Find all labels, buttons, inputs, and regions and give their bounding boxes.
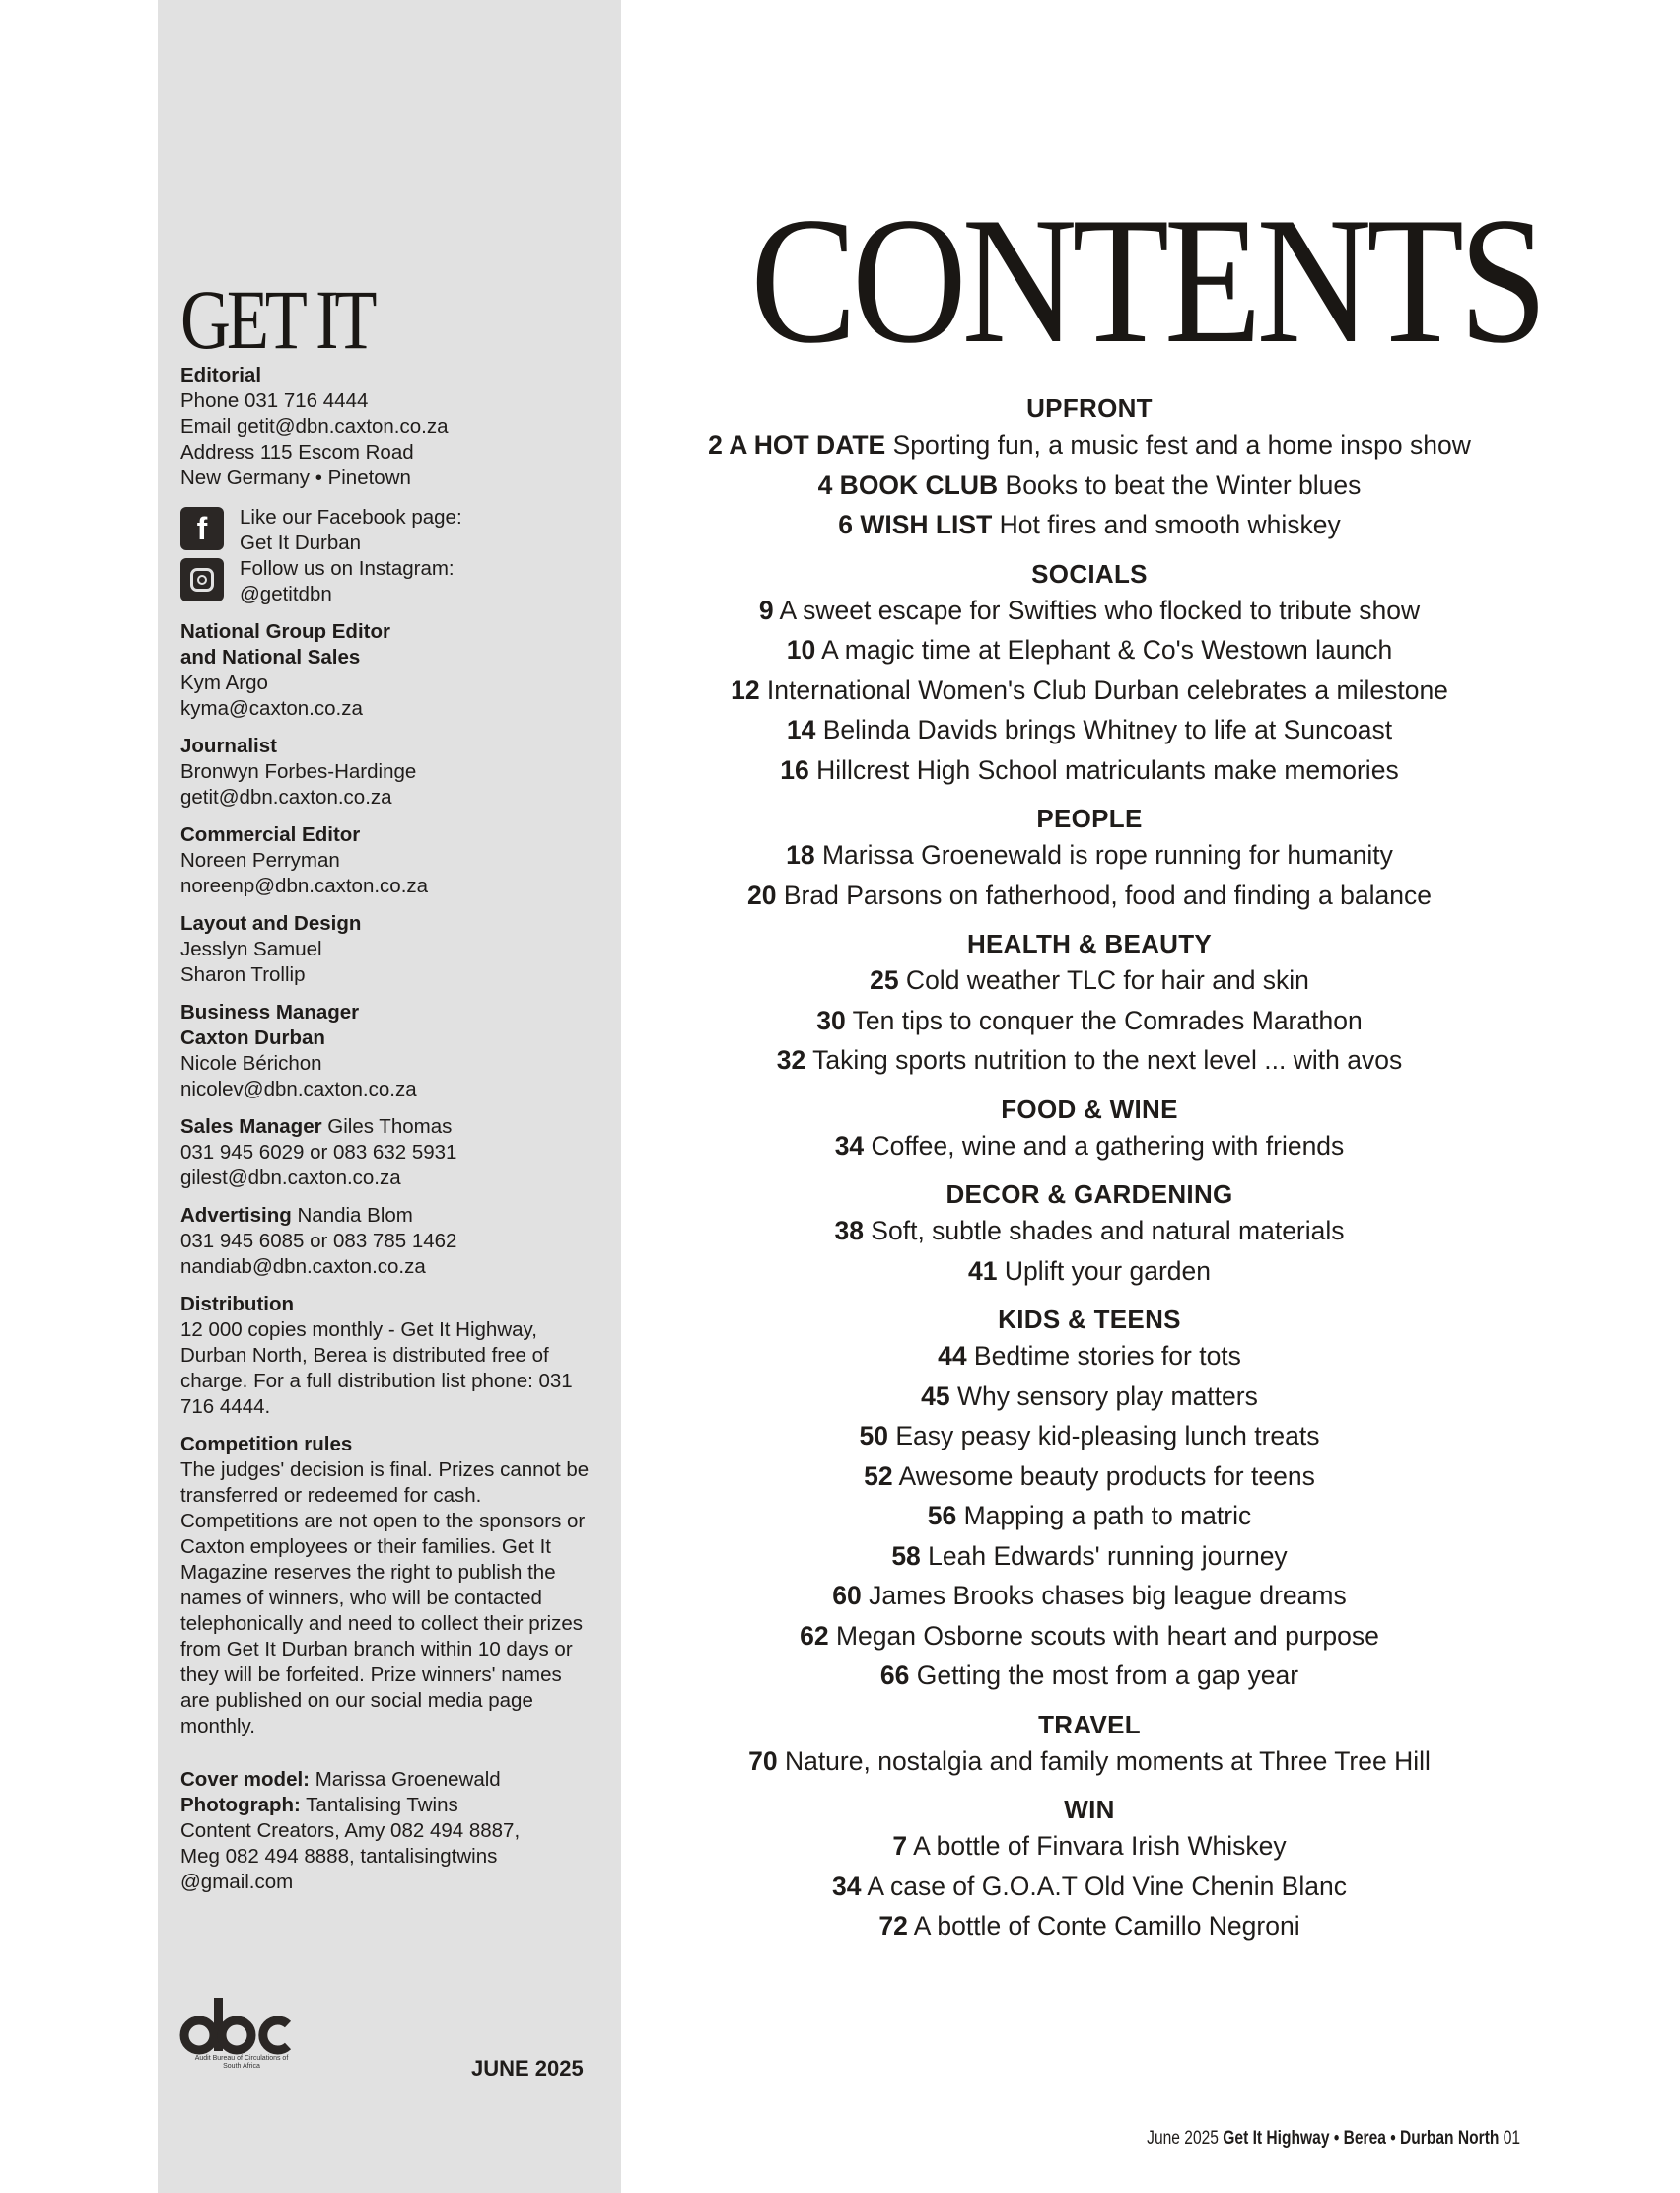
business-block [180, 1000, 595, 1102]
section-heading: PEOPLE [1036, 804, 1143, 833]
toc-entry-title: Soft, subtle shades and natural materials [863, 1216, 1345, 1245]
toc-entry-title: Nature, nostalgia and family moments at Three Tree Hill [777, 1745, 1431, 1776]
section-heading: SOCIALS [1031, 558, 1148, 589]
national-group-label: National Group Editor [180, 620, 390, 643]
toc-entry-title: A bottle of Conte Camillo Negroni [907, 1911, 1300, 1941]
layout-designer: Sharon Trollip [180, 963, 306, 986]
toc-page-number: 60 [832, 1581, 862, 1610]
sales-block [180, 1114, 595, 1191]
toc-section [643, 927, 1536, 1081]
credits-block [180, 1767, 595, 1895]
toc-entry-title: Brad Parsons on fatherhood, food and finding a balance [776, 880, 1432, 910]
toc-entry[interactable] [643, 1616, 1536, 1657]
section-heading: HEALTH & BEAUTY [966, 929, 1213, 958]
facebook-text: Like our Facebook page: [240, 506, 462, 529]
competition-text: The judges' decision is final. Prizes cannot be transferred or redeemed for cash. Competitions are not open to the sponsors or Caxton employees or their families. Get It Magazine reserves the right to publish the names of winners, who will be contacted telephonically and need to collect their prizes from Get It Durban branch within 10 days or they will be forfeited. Prize winners' names are published on our social media page monthly. [180, 1458, 590, 1737]
section-heading: DECOR & GARDENING [945, 1179, 1233, 1209]
commercial-name: Noreen Perryman [180, 849, 340, 872]
toc-entry-title: Bedtime stories for tots [966, 1341, 1241, 1371]
toc-entry[interactable] [643, 1126, 1536, 1167]
national-sales-label: and National Sales [180, 646, 361, 669]
commercial-email[interactable]: noreenp@dbn.caxton.co.za [180, 875, 429, 897]
editorial-area: New Germany • Pinetown [180, 466, 411, 489]
toc-entry-title: Leah Edwards' running journey [920, 1540, 1288, 1571]
journalist-name: Bronwyn Forbes-Hardinge [180, 760, 417, 783]
toc-page-number: 14 [786, 715, 816, 744]
toc-page-number: 25 [870, 965, 899, 995]
section-heading: TRAVEL [1038, 1709, 1141, 1739]
journalist-label: Journalist [180, 735, 277, 757]
toc-entry-title: A sweet escape for Swifties who flocked to tribute show [773, 595, 1421, 625]
abc-logo-icon [177, 1992, 296, 2100]
toc-page-number: 34 [832, 1871, 862, 1901]
toc-page-number: 70 [748, 1745, 778, 1776]
commercial-label: Commercial Editor [180, 823, 361, 846]
toc-page-number: 34 [834, 1130, 865, 1161]
toc-page-number: 56 [927, 1501, 957, 1530]
toc-entry-title: Mapping a path to matric [956, 1501, 1252, 1530]
editorial-block [180, 363, 595, 491]
credits-line: Meg 082 494 8888, tantalisingtwins [180, 1845, 498, 1868]
distribution-text: 12 000 copies monthly - Get It Highway, Durban North, Berea is distributed free of charge. For a full distribution list phone: 031 716 4444. [180, 1318, 573, 1418]
toc-section [643, 1093, 1536, 1167]
instagram-icon [180, 558, 224, 601]
toc-page-number: 16 [780, 754, 809, 785]
toc-entry-title: Sporting fun, a music fest and a home inspo show [885, 430, 1471, 460]
toc-entry-title: Coffee, wine and a gathering with friends [864, 1130, 1345, 1161]
masthead [180, 272, 595, 1895]
toc-entry-title: Belinda Davids brings Whitney to life at Suncoast [815, 715, 1393, 744]
social-links [180, 505, 595, 607]
toc-page-number: 32 [776, 1045, 806, 1075]
business-company: Caxton Durban [180, 1026, 325, 1049]
advertising-name: Nandia Blom [297, 1204, 413, 1227]
toc-entry-title: Cold weather TLC for hair and skin [898, 965, 1309, 995]
toc-entry-title: James Brooks chases big league dreams [861, 1581, 1347, 1610]
toc-page-number: 12 [731, 674, 760, 705]
toc-entry-title: A bottle of Finvara Irish Whiskey [907, 1831, 1287, 1861]
facebook-page: Get It Durban [240, 531, 362, 554]
toc-entry[interactable] [643, 835, 1536, 876]
toc-entry-title: International Women's Club Durban celebrates a milestone [759, 674, 1448, 705]
section-heading: FOOD & WINE [1001, 1094, 1178, 1124]
toc-entry[interactable] [643, 1456, 1536, 1497]
toc-entry[interactable] [643, 1336, 1536, 1377]
cover-label: Cover model: [180, 1768, 310, 1791]
editorial-address: Address 115 Escom Road [180, 441, 414, 463]
toc-entry[interactable] [643, 1377, 1536, 1417]
toc-entry[interactable] [643, 505, 1536, 545]
toc-entry-title: Hillcrest High School matriculants make memories [808, 754, 1399, 785]
toc-entry-title: Uplift your garden [997, 1255, 1211, 1286]
toc-page-number: 52 [864, 1460, 893, 1491]
toc-entry[interactable] [643, 1576, 1536, 1616]
toc-entry[interactable] [643, 1040, 1536, 1081]
toc-entry[interactable] [643, 1211, 1536, 1251]
toc-page-number: 18 [786, 840, 815, 870]
toc-entry-title: Why sensory play matters [949, 1380, 1258, 1411]
toc-entry[interactable] [643, 591, 1536, 631]
editorial-label: Editorial [180, 364, 262, 387]
instagram-link[interactable] [180, 556, 595, 607]
toc-entry[interactable] [643, 1251, 1536, 1292]
toc-page-number: 6 WISH LIST [838, 510, 993, 539]
sales-name: Giles Thomas [327, 1115, 453, 1138]
toc-page-number: 30 [816, 1005, 846, 1035]
toc-section [643, 1708, 1536, 1782]
footer-page-number: 01 [1499, 2128, 1520, 2149]
toc-entry-title: Taking sports nutrition to the next level ... with avos [805, 1045, 1403, 1075]
toc-entry[interactable] [643, 1416, 1536, 1456]
toc-entry-title: Getting the most from a gap year [909, 1661, 1299, 1690]
sales-email[interactable]: gilest@dbn.caxton.co.za [180, 1167, 401, 1189]
toc-entry[interactable] [643, 465, 1536, 506]
toc-entry[interactable] [643, 1826, 1536, 1867]
toc-entry-title: Hot fires and smooth whiskey [992, 510, 1341, 539]
national-group-email[interactable]: kyma@caxton.co.za [180, 697, 363, 720]
toc-entry[interactable] [643, 1741, 1536, 1782]
page-footer [1147, 2128, 1520, 2150]
toc-entry[interactable] [643, 1867, 1536, 1907]
national-group-block [180, 619, 595, 722]
advertising-email[interactable]: nandiab@dbn.caxton.co.za [180, 1255, 426, 1278]
photographer: Tantalising Twins [306, 1794, 458, 1816]
toc-page-number: 62 [800, 1620, 829, 1651]
credits-line: Content Creators, Amy 082 494 8887, [180, 1819, 521, 1842]
page-title: CONTENTS [750, 179, 1543, 381]
toc-page-number: 9 [758, 595, 774, 625]
toc-entry-title: Easy peasy kid-pleasing lunch treats [888, 1421, 1320, 1450]
toc-entry[interactable] [643, 876, 1536, 916]
toc-entry[interactable] [643, 960, 1536, 1001]
business-name: Nicole Bérichon [180, 1052, 322, 1075]
distribution-block [180, 1292, 595, 1420]
toc-section [643, 802, 1536, 915]
toc-section [643, 1303, 1536, 1696]
toc-entry[interactable] [643, 1496, 1536, 1536]
toc-page-number: 38 [834, 1216, 864, 1245]
toc-entry[interactable] [643, 630, 1536, 671]
toc-entry-title: A magic time at Elephant & Co's Westown launch [815, 635, 1393, 665]
credits-line: @gmail.com [180, 1871, 294, 1893]
toc-page-number: 66 [879, 1661, 910, 1690]
business-label: Business Manager [180, 1001, 360, 1024]
facebook-link[interactable] [180, 505, 595, 556]
toc-section [643, 1177, 1536, 1291]
toc-page-number: 58 [891, 1540, 921, 1571]
facebook-icon: f [180, 507, 224, 550]
toc-page-number: 72 [878, 1911, 908, 1941]
editorial-phone: Phone 031 716 4444 [180, 389, 369, 412]
abc-logo-caption: Audit Bureau of Circulations of South Africa [194, 2055, 289, 2070]
instagram-text: Follow us on Instagram: [240, 557, 455, 580]
advertising-label: Advertising [180, 1204, 292, 1227]
toc-page-number: 41 [967, 1255, 998, 1286]
commercial-block [180, 822, 595, 899]
distribution-label: Distribution [180, 1293, 295, 1315]
toc-entry-title: Awesome beauty products for teens [892, 1460, 1315, 1491]
layout-block [180, 911, 595, 988]
table-of-contents [643, 391, 1536, 1946]
toc-section [643, 1793, 1536, 1946]
toc-entry[interactable] [643, 671, 1536, 711]
section-heading: WIN [1064, 1795, 1115, 1824]
cover-model: Marissa Groenewald [315, 1768, 501, 1791]
competition-label: Competition rules [180, 1433, 353, 1455]
editorial-email[interactable]: Email getit@dbn.caxton.co.za [180, 415, 449, 438]
toc-entry[interactable] [643, 1906, 1536, 1946]
toc-entry-title: Books to beat the Winter blues [998, 469, 1362, 500]
footer-publication: Get It Highway • Berea • Durban North [1223, 2128, 1500, 2149]
layout-label: Layout and Design [180, 912, 362, 935]
instagram-handle: @getitdbn [240, 583, 332, 605]
toc-page-number: 45 [921, 1380, 950, 1411]
toc-entry-title: Marissa Groenewald is rope running for humanity [814, 840, 1393, 870]
footer-date: June 2025 [1147, 2128, 1224, 2149]
toc-entry-title: Megan Osborne scouts with heart and purpose [828, 1620, 1379, 1651]
issue-date: JUNE 2025 [471, 2056, 584, 2081]
toc-section [643, 391, 1536, 545]
toc-entry[interactable] [643, 1001, 1536, 1041]
toc-entry[interactable] [643, 1656, 1536, 1696]
journalist-block [180, 734, 595, 811]
sales-label: Sales Manager [180, 1115, 322, 1138]
photo-label: Photograph: [180, 1794, 301, 1816]
toc-entry[interactable] [643, 425, 1536, 465]
journalist-email[interactable]: getit@dbn.caxton.co.za [180, 786, 392, 809]
national-group-name: Kym Argo [180, 672, 268, 694]
toc-page-number: 44 [938, 1341, 967, 1371]
toc-entry-title: A case of G.O.A.T Old Vine Chenin Blanc [861, 1871, 1347, 1901]
advertising-phone: 031 945 6085 or 083 785 1462 [180, 1230, 457, 1252]
toc-entry[interactable] [643, 1536, 1536, 1577]
toc-entry[interactable] [643, 710, 1536, 750]
toc-page-number: 50 [859, 1421, 888, 1450]
section-heading: KIDS & TEENS [998, 1305, 1181, 1334]
sales-phone: 031 945 6029 or 083 632 5931 [180, 1141, 457, 1164]
toc-page-number: 7 [892, 1831, 908, 1861]
toc-page-number: 2 A HOT DATE [708, 430, 886, 460]
toc-page-number: 4 BOOK CLUB [817, 469, 999, 500]
toc-page-number: 10 [786, 635, 816, 665]
business-email[interactable]: nicolev@dbn.caxton.co.za [180, 1078, 417, 1100]
brand-logo: GET IT [180, 272, 374, 367]
advertising-block [180, 1203, 595, 1280]
toc-page-number: 20 [747, 880, 777, 910]
competition-block [180, 1432, 595, 1739]
toc-section [643, 557, 1536, 791]
toc-entry-title: Ten tips to conquer the Comrades Marathon [845, 1005, 1363, 1035]
section-heading: UPFRONT [1026, 393, 1153, 423]
layout-designer: Jesslyn Samuel [180, 938, 322, 960]
toc-entry[interactable] [643, 750, 1536, 791]
